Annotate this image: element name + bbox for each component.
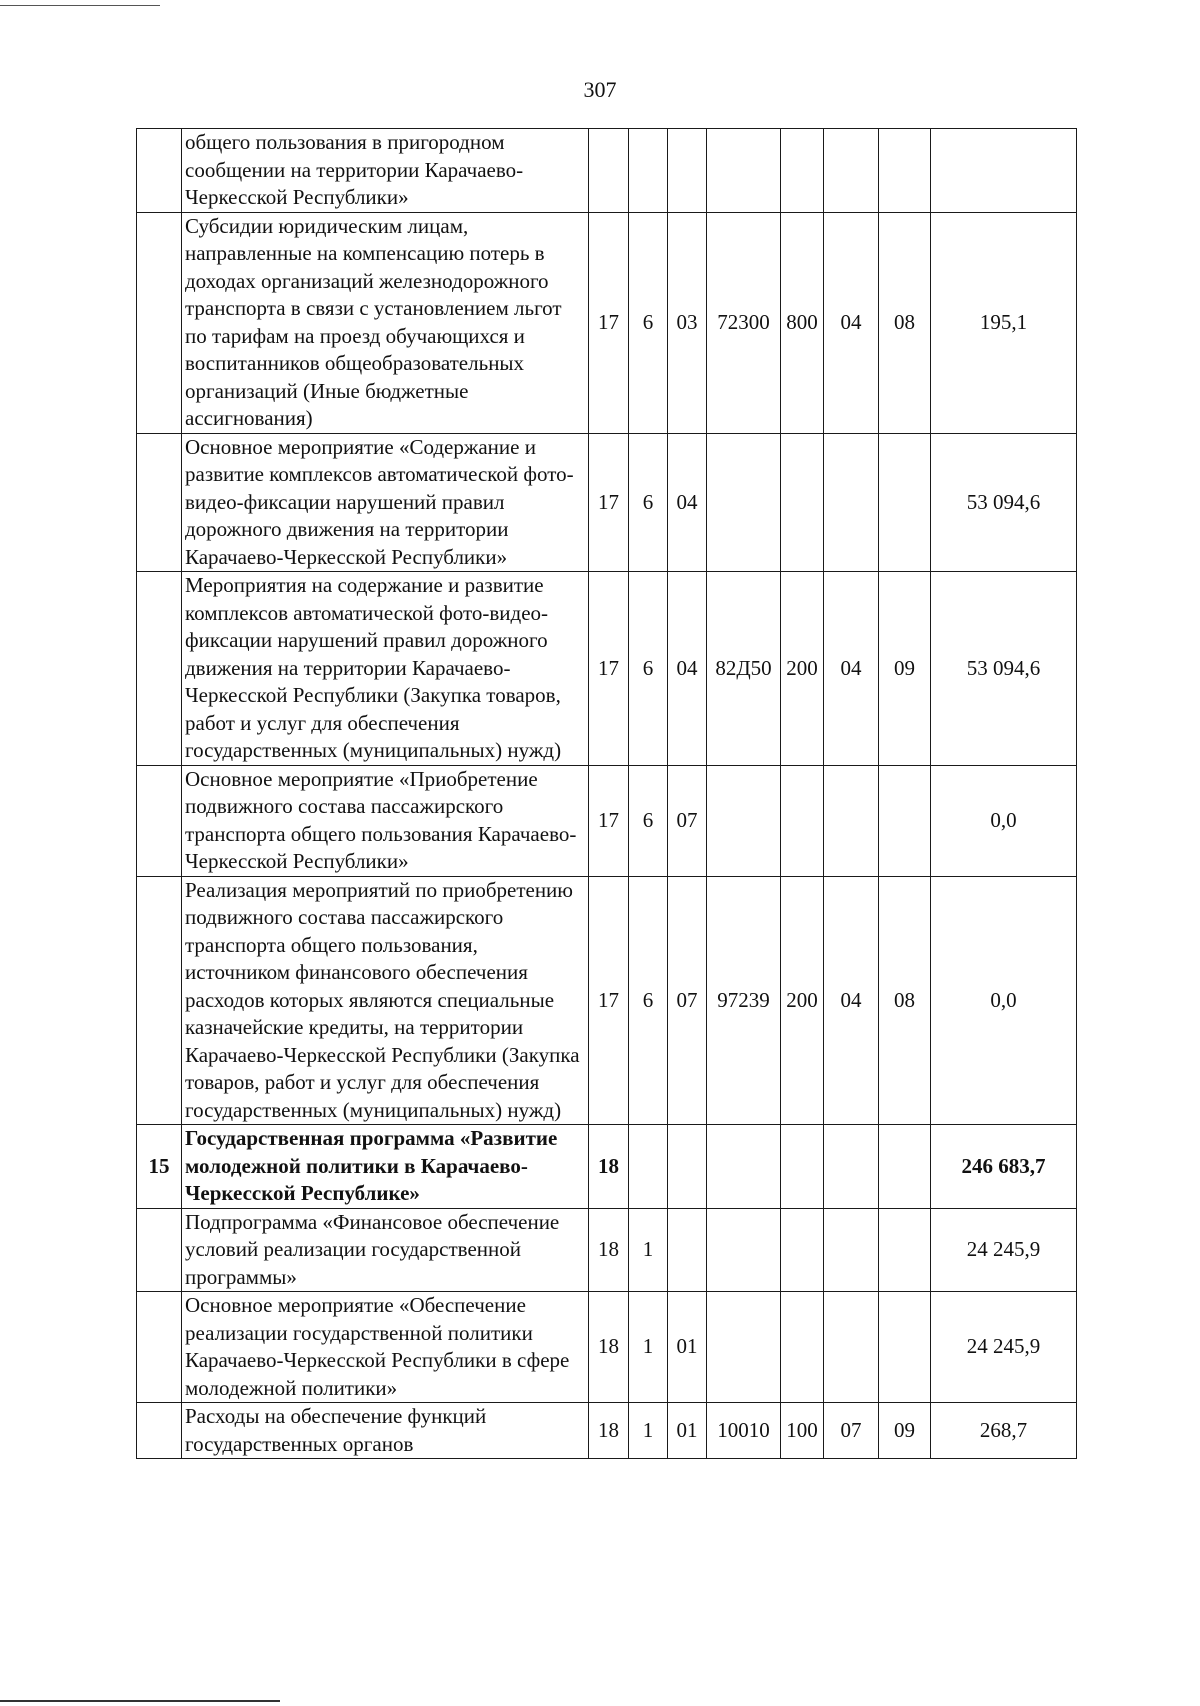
row-number-cell [137,212,182,433]
subsection-code-cell: 08 [879,876,931,1125]
row-number-cell [137,1208,182,1292]
om-code-cell: 07 [668,876,707,1125]
amount-cell: 53 094,6 [931,433,1077,572]
row-name-cell: общего пользования в пригородном сообщении на территории Карачаево-Черкесской Республики» [182,129,589,213]
gp-code-cell: 18 [589,1403,629,1459]
row-name-cell: Основное мероприятие «Содержание и развитие комплексов автоматической фото-видео-фиксации нарушений правил дорожного движения на территории Карачаево-Черкесской Республики» [182,433,589,572]
row-number-cell [137,129,182,213]
amount-cell: 0,0 [931,765,1077,876]
section-code-cell: 04 [824,876,879,1125]
section-code-cell [824,1292,879,1403]
gp-code-cell: 17 [589,876,629,1125]
page-number: 307 [583,77,617,102]
om-code-cell [668,129,707,213]
pp-code-cell: 1 [629,1208,668,1292]
section-code-cell: 04 [824,572,879,766]
table-row [137,572,1077,766]
subsection-code-cell: 09 [879,572,931,766]
table-row [137,1403,1077,1459]
row-number-cell [137,1292,182,1403]
subsection-code-cell [879,433,931,572]
row-number-cell [137,433,182,572]
amount-cell: 24 245,9 [931,1208,1077,1292]
table-row [137,433,1077,572]
pp-code-cell: 1 [629,1292,668,1403]
amount-cell: 24 245,9 [931,1292,1077,1403]
direction-code-cell: 10010 [707,1403,781,1459]
om-code-cell: 03 [668,212,707,433]
pp-code-cell: 1 [629,1403,668,1459]
amount-cell: 195,1 [931,212,1077,433]
gp-code-cell: 18 [589,1292,629,1403]
row-name-cell: Государственная программа «Развитие молодежной политики в Карачаево-Черкесской Республике» [182,1125,589,1209]
table-row [137,765,1077,876]
row-number-cell [137,876,182,1125]
om-code-cell: 04 [668,433,707,572]
row-name-cell: Реализация мероприятий по приобретению подвижного состава пассажирского транспорта общего пользования, источником финансового обеспечения расходов которых являются специальные казначейские кредиты, на территории Карачаево-Черкесской Республики (Закупка товаров, работ и услуг для обеспечения государственных (муниципальных) нужд) [182,876,589,1125]
row-name-cell: Основное мероприятие «Приобретение подвижного состава пассажирского транспорта общего пользования Карачаево-Черкесской Республики» [182,765,589,876]
row-number-cell [137,572,182,766]
row-name-cell: Основное мероприятие «Обеспечение реализации государственной политики Карачаево-Черкесской Республики в сфере молодежной политики» [182,1292,589,1403]
pp-code-cell: 6 [629,433,668,572]
amount-cell: 53 094,6 [931,572,1077,766]
expense-type-cell: 100 [781,1403,824,1459]
expense-type-cell [781,1208,824,1292]
gp-code-cell: 17 [589,433,629,572]
expense-type-cell: 800 [781,212,824,433]
section-code-cell [824,433,879,572]
om-code-cell [668,1125,707,1209]
row-name-cell: Мероприятия на содержание и развитие комплексов автоматической фото-видео-фиксации нарушений правил дорожного движения на территории Карачаево-Черкесской Республики (Закупка товаров, работ и услуг для обеспечения государственных (муниципальных) нужд) [182,572,589,766]
direction-code-cell: 72300 [707,212,781,433]
direction-code-cell [707,1125,781,1209]
row-name-cell: Расходы на обеспечение функций государственных органов [182,1403,589,1459]
pp-code-cell: 6 [629,876,668,1125]
table-row-program-total [137,1125,1077,1209]
section-code-cell: 04 [824,212,879,433]
amount-cell: 0,0 [931,876,1077,1125]
gp-code-cell: 18 [589,1125,629,1209]
subsection-code-cell [879,129,931,213]
section-code-cell [824,1208,879,1292]
pp-code-cell [629,129,668,213]
om-code-cell [668,1208,707,1292]
subsection-code-cell: 08 [879,212,931,433]
pp-code-cell [629,1125,668,1209]
table-row [137,212,1077,433]
expense-type-cell: 200 [781,572,824,766]
expense-type-cell: 200 [781,876,824,1125]
subsection-code-cell [879,1125,931,1209]
amount-cell: 246 683,7 [931,1125,1077,1209]
subsection-code-cell [879,1208,931,1292]
direction-code-cell: 82Д50 [707,572,781,766]
table-row [137,1208,1077,1292]
amount-cell [931,129,1077,213]
om-code-cell: 04 [668,572,707,766]
amount-cell: 268,7 [931,1403,1077,1459]
row-number-cell [137,765,182,876]
pp-code-cell: 6 [629,765,668,876]
subsection-code-cell: 09 [879,1403,931,1459]
section-code-cell [824,1125,879,1209]
direction-code-cell [707,433,781,572]
section-code-cell [824,129,879,213]
subsection-code-cell [879,765,931,876]
expense-type-cell [781,129,824,213]
gp-code-cell: 17 [589,572,629,766]
direction-code-cell [707,1208,781,1292]
gp-code-cell: 17 [589,212,629,433]
gp-code-cell: 17 [589,765,629,876]
table-row [137,129,1077,213]
scan-edge-line-bottom [0,1700,280,1702]
section-code-cell: 07 [824,1403,879,1459]
row-number-cell: 15 [137,1125,182,1209]
row-name-cell: Субсидии юридическим лицам, направленные на компенсацию потерь в доходах организаций железнодорожного транспорта в связи с установлением льгот по тарифам на проезд обучающихся и воспитанников общеобразовательных организаций (Иные бюджетные ассигнования) [182,212,589,433]
direction-code-cell: 97239 [707,876,781,1125]
section-code-cell [824,765,879,876]
expense-type-cell [781,1125,824,1209]
subsection-code-cell [879,1292,931,1403]
expense-type-cell [781,1292,824,1403]
pp-code-cell: 6 [629,572,668,766]
row-name-cell: Подпрограмма «Финансовое обеспечение условий реализации государственной программы» [182,1208,589,1292]
om-code-cell: 07 [668,765,707,876]
gp-code-cell [589,129,629,213]
expense-type-cell [781,433,824,572]
budget-table [136,128,1077,1459]
om-code-cell: 01 [668,1403,707,1459]
expense-type-cell [781,765,824,876]
gp-code-cell: 18 [589,1208,629,1292]
direction-code-cell [707,765,781,876]
om-code-cell: 01 [668,1292,707,1403]
row-number-cell [137,1403,182,1459]
direction-code-cell [707,1292,781,1403]
table-row [137,876,1077,1125]
scan-edge-line-top [0,5,160,6]
direction-code-cell [707,129,781,213]
table-row [137,1292,1077,1403]
pp-code-cell: 6 [629,212,668,433]
